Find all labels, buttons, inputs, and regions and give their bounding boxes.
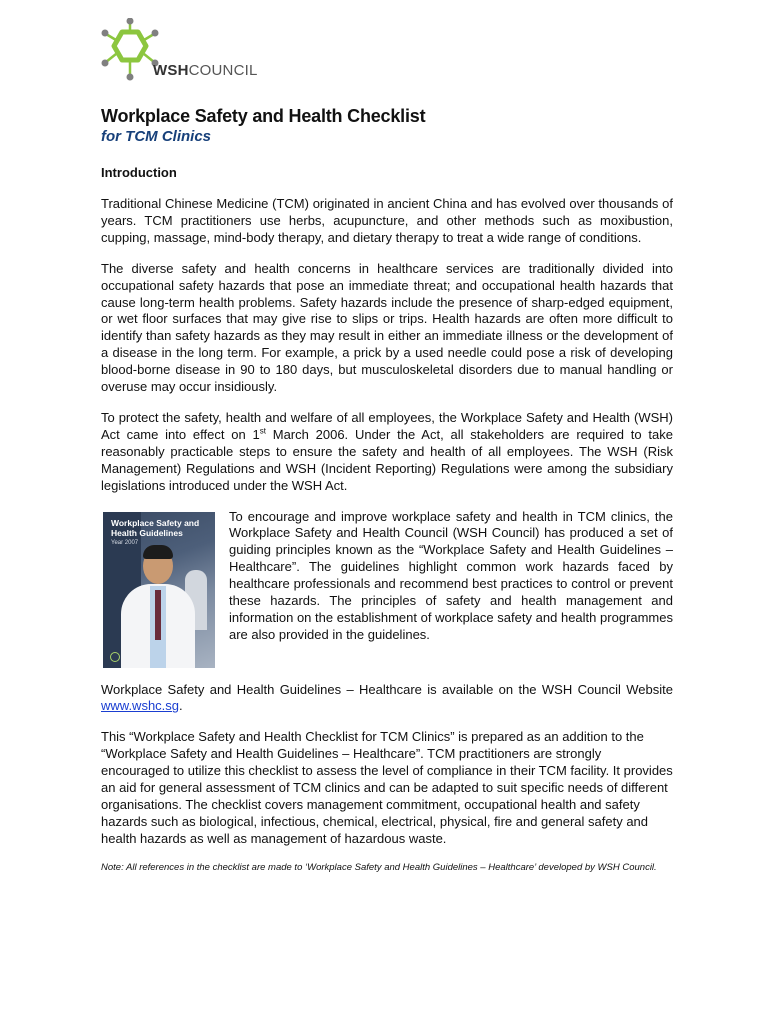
- wsh-council-logo: [100, 18, 270, 84]
- reference-note: Note: All references in the checklist are made to ‘Workplace Safety and Health Guidelines – Healthcare’ developed by WSH Council.: [101, 861, 657, 873]
- wsh-act-text-1: To protect the safety, health and welfare of all employees, the Workplace Safety and Health (WSH) Act came into effect on 1: [101, 409, 673, 442]
- cover-title: Workplace Safety and Health Guidelines: [111, 517, 200, 538]
- wsh-act-text-2: March 2006. Under the Act, all stakeholders are required to take reasonably practicable steps to ensure the safety and health of all employees. The WSH (Risk Management) Regulations and WSH (Incident Reporting) Regulations were among the subsidiary legislations introduced under the WSH Act.: [101, 426, 674, 493]
- logo-wordmark: [153, 62, 258, 79]
- wshc-website-link[interactable]: www.wshc.sg: [101, 698, 180, 714]
- cover-logo-mark-icon: [110, 652, 120, 662]
- paragraph-availability: [101, 682, 673, 716]
- logo-text-regular: COUNCIL: [188, 62, 258, 79]
- wsh-council-logo-icon: [100, 18, 160, 84]
- cover-year: Year 2007: [111, 539, 139, 546]
- guidelines-section: [101, 509, 673, 668]
- ordinal-suffix: st: [259, 426, 266, 436]
- document-title: Workplace Safety and Health Checklist: [101, 106, 426, 126]
- main-content: [101, 106, 673, 874]
- availability-end: .: [179, 698, 183, 714]
- guidelines-cover-image: [103, 512, 215, 668]
- introduction-heading: Introduction: [101, 165, 177, 180]
- document-subtitle: for TCM Clinics: [101, 128, 212, 145]
- paragraph-hazards: The diverse safety and health concerns in healthcare services are traditionally divided into occupational safety hazards that pose an immediate threat; and occupational health hazards that cause long-term health problems. Safety hazards include the presence of sharp-edged equipment, or wet floor surfaces that may give rise to slips or trips. Health hazards are often more difficult to identify than safety hazards as they may result in either an immediate illness or the development of a disease in the long term. For example, a prick by a used needle could pose a risk of developing blood-borne disease in 90 to 180 days, but musculoskeletal disorders due to manual handling or overuse may occur insidiously.: [101, 260, 673, 395]
- availability-text: Workplace Safety and Health Guidelines – Healthcare is available on the WSH Council Website: [101, 681, 673, 697]
- paragraph-tcm-background: Traditional Chinese Medicine (TCM) originated in ancient China and has evolved over thousands of years. TCM practitioners use herbs, acupuncture, and other methods such as moxibustion, cupping, massage, mind-body therapy, and dietary therapy to treat a wide range of conditions.: [101, 196, 673, 245]
- paragraph-wsh-act: [101, 410, 673, 495]
- paragraph-guidelines: To encourage and improve workplace safety and health in TCM clinics, the Workplace Safety and Health Council (WSH Council) has produced a set of guiding principles known as the “Workplace Safety and Health Guidelines – Healthcare”. The guidelines highlight common work hazards faced by healthcare professionals and recommend best practices to control or prevent these hazards. The principles of safety and health management and information on the establishment of workplace safety and health programmes are also provided in the guidelines.: [229, 508, 673, 642]
- logo-text-bold: WSH: [153, 62, 189, 79]
- paragraph-checklist-purpose: This “Workplace Safety and Health Checklist for TCM Clinics” is prepared as an addition to the “Workplace Safety and Health Guidelines – Healthcare”. TCM practitioners are strongly encouraged to utilize this checklist to assess the level of compliance in their TCM facility. It provides an aid for general assessment of TCM clinics and can be adapted to suit specific needs of different organisations. The checklist covers management commitment, occupational health and safety hazards such as biological, infectious, chemical, electrical, physical, fire and general safety and health hazards as well as management of hazardous waste.: [101, 729, 673, 846]
